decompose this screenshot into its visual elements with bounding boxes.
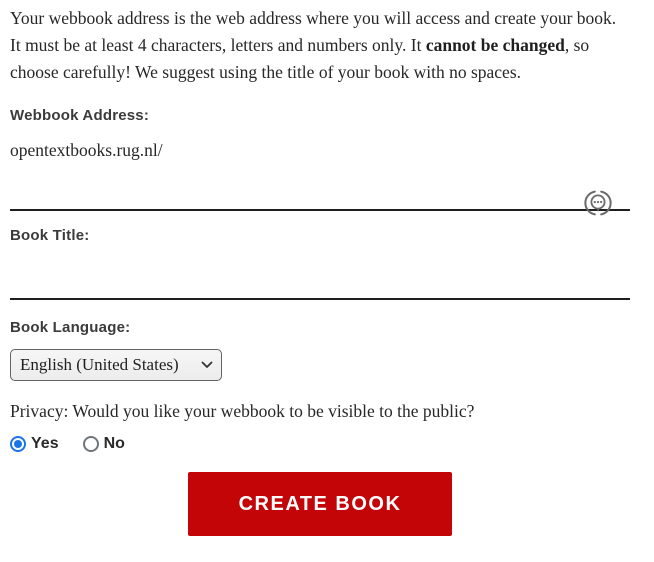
privacy-option-yes-label: Yes: [31, 435, 59, 452]
intro-text-before: Your webbook address is the web address where you will access and create your book. It must be at least 4 characters, letters and numbers only. It: [10, 8, 617, 55]
privacy-question: Privacy: Would you like your webbook to be visible to the public?: [10, 401, 475, 421]
book-language-field-group: [10, 319, 630, 381]
radio-no-icon[interactable]: [83, 436, 99, 452]
privacy-option-no-label: No: [103, 435, 125, 452]
webbook-address-field-group: [10, 107, 630, 211]
webbook-address-input[interactable]: [10, 167, 630, 211]
chevron-down-icon: [201, 361, 213, 369]
create-book-button[interactable]: CREATE BOOK: [188, 472, 452, 536]
button-row: [10, 472, 630, 536]
webbook-address-label: Webbook Address:: [10, 107, 150, 124]
book-language-selected-value: English (United States): [20, 355, 179, 374]
privacy-radio-group: [10, 435, 630, 453]
radio-yes-icon[interactable]: [10, 436, 26, 452]
book-title-field-group: [10, 227, 630, 300]
book-language-select[interactable]: [10, 349, 222, 381]
privacy-option-no[interactable]: [83, 435, 125, 453]
webbook-url-prefix: opentextbooks.rug.nl/: [10, 140, 163, 160]
privacy-option-yes[interactable]: [10, 435, 59, 453]
book-title-label: Book Title:: [10, 227, 90, 244]
intro-bold-text: cannot be changed: [425, 35, 565, 55]
intro-paragraph: [10, 5, 630, 86]
book-language-label: Book Language:: [10, 319, 131, 336]
chat-bubble-icon[interactable]: [584, 189, 612, 219]
intro-text-after: , so choose carefully! We suggest using the title of your book with no spaces.: [10, 35, 590, 82]
book-title-input[interactable]: [10, 244, 630, 300]
